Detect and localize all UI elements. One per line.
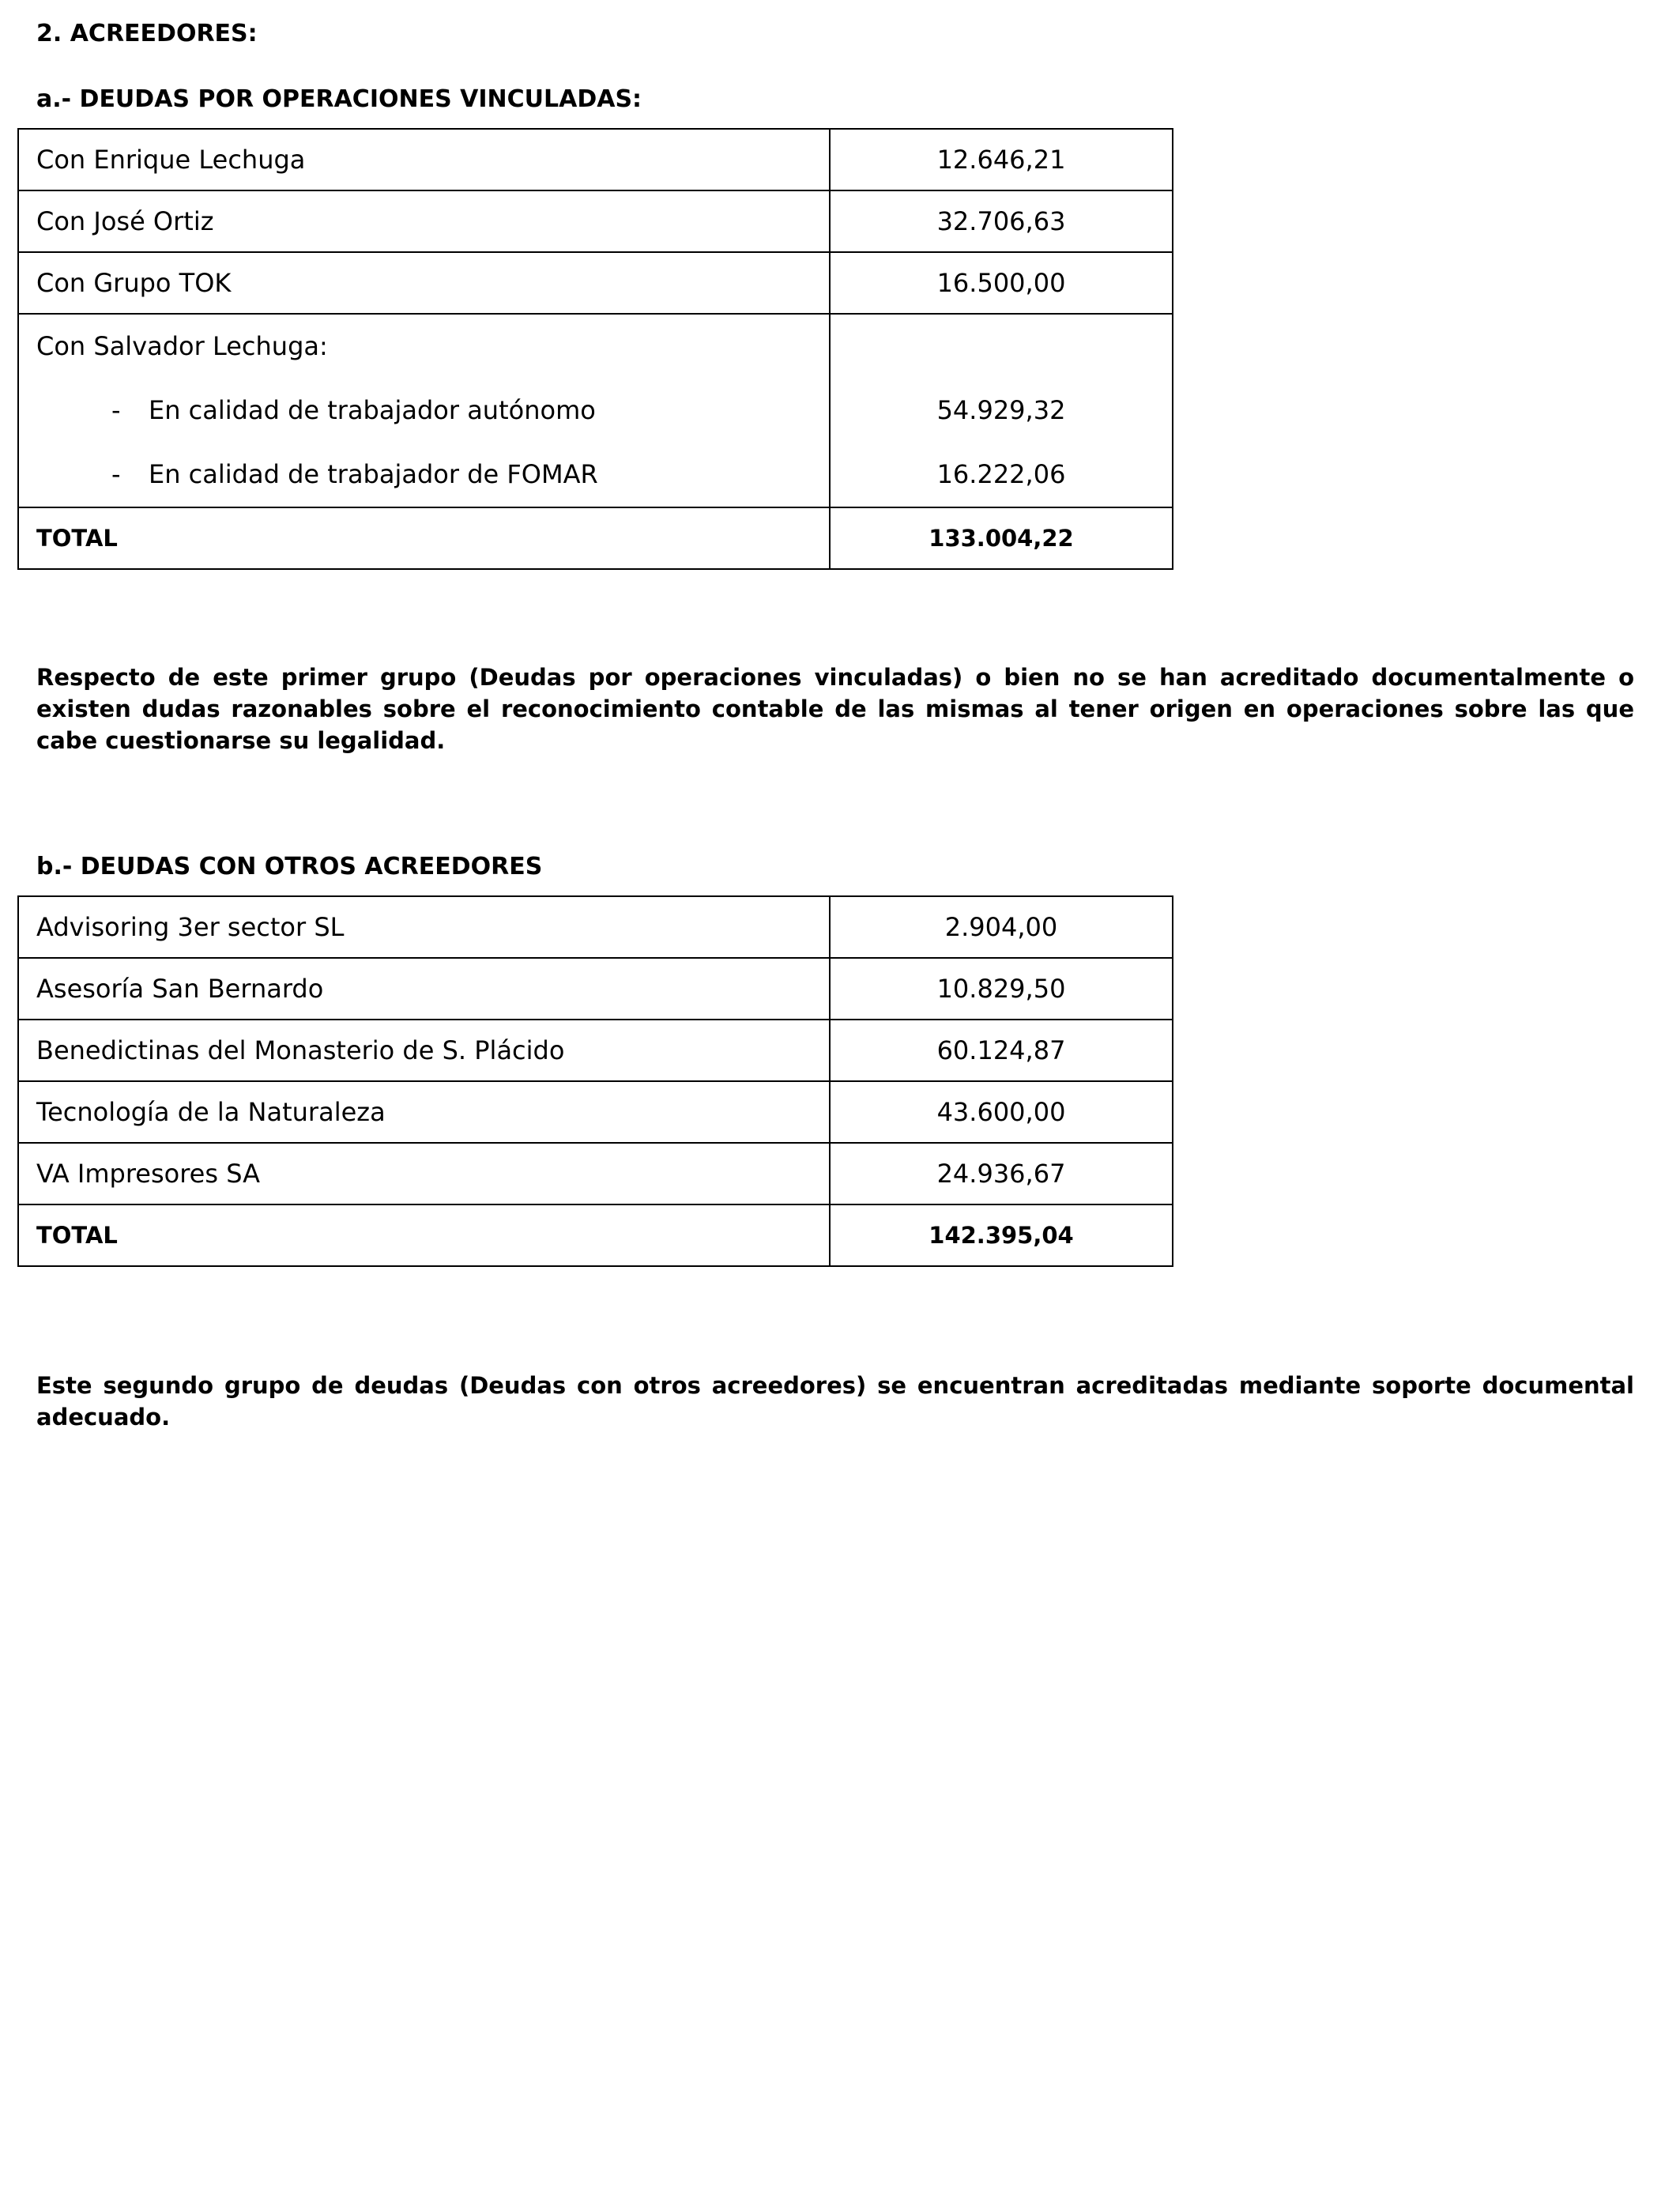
total-label: TOTAL bbox=[18, 1204, 830, 1266]
table-row bbox=[18, 190, 1173, 252]
creditor-name: Advisoring 3er sector SL bbox=[18, 896, 830, 958]
creditor-amount: 43.600,00 bbox=[830, 1081, 1173, 1143]
section-a-note: Respecto de este primer grupo (Deudas por operaciones vinculadas) o bien no se han acreditado documentalmente o existen dudas razonables sobre el reconocimiento contable de las mismas al tener origen en operaciones sobre las que cabe cuestionarse su legalidad. bbox=[36, 664, 1634, 754]
creditor-amount: 12.646,21 bbox=[830, 129, 1173, 190]
section-title: 2. ACREEDORES: bbox=[36, 20, 258, 47]
creditor-group-amounts bbox=[830, 314, 1173, 507]
table-row bbox=[18, 1143, 1173, 1204]
total-amount: 133.004,22 bbox=[830, 507, 1173, 569]
creditor-amount: 10.829,50 bbox=[830, 958, 1173, 1020]
sub-item bbox=[36, 443, 829, 507]
creditor-name: Tecnología de la Naturaleza bbox=[18, 1081, 830, 1143]
creditor-amount: 2.904,00 bbox=[830, 896, 1173, 958]
table-row bbox=[18, 129, 1173, 190]
section-b-title: b.- DEUDAS CON OTROS ACREEDORES bbox=[36, 853, 543, 880]
total-row bbox=[18, 1204, 1173, 1266]
section-b-note: Este segundo grupo de deudas (Deudas con otros acreedores) se encuentran acreditadas mediante soporte documental adecuado. bbox=[36, 1372, 1634, 1431]
list-dash: - bbox=[111, 459, 121, 489]
table-row bbox=[18, 252, 1173, 314]
other-creditors-table bbox=[17, 895, 1173, 1267]
creditor-group-label: Con Salvador Lechuga: bbox=[36, 331, 328, 361]
creditor-name: Benedictinas del Monasterio de S. Plácido bbox=[18, 1020, 830, 1081]
creditor-amount: 32.706,63 bbox=[830, 190, 1173, 252]
table-row bbox=[18, 1020, 1173, 1081]
creditor-group-cell bbox=[18, 314, 830, 507]
list-dash: - bbox=[111, 395, 121, 425]
sub-item-label: En calidad de trabajador autónomo bbox=[149, 395, 596, 425]
sub-item-amount: 16.222,06 bbox=[936, 459, 1066, 489]
creditor-name: Con José Ortiz bbox=[18, 190, 830, 252]
creditor-name: Asesoría San Bernardo bbox=[18, 958, 830, 1020]
total-row bbox=[18, 507, 1173, 569]
total-label: TOTAL bbox=[18, 507, 830, 569]
creditor-amount: 16.500,00 bbox=[830, 252, 1173, 314]
sub-item bbox=[36, 379, 829, 443]
section-a-title: a.- DEUDAS POR OPERACIONES VINCULADAS: bbox=[36, 85, 642, 113]
creditor-amount: 24.936,67 bbox=[830, 1143, 1173, 1204]
sub-item-label: En calidad de trabajador de FOMAR bbox=[149, 459, 598, 489]
table-row bbox=[18, 896, 1173, 958]
total-amount: 142.395,04 bbox=[830, 1204, 1173, 1266]
table-row bbox=[18, 1081, 1173, 1143]
linked-debts-table bbox=[17, 128, 1173, 570]
table-row bbox=[18, 958, 1173, 1020]
table-row-group bbox=[18, 314, 1173, 507]
creditor-name: Con Enrique Lechuga bbox=[18, 129, 830, 190]
creditor-amount: 60.124,87 bbox=[830, 1020, 1173, 1081]
creditor-name: VA Impresores SA bbox=[18, 1143, 830, 1204]
creditor-name: Con Grupo TOK bbox=[18, 252, 830, 314]
sub-item-amount: 54.929,32 bbox=[936, 395, 1066, 425]
